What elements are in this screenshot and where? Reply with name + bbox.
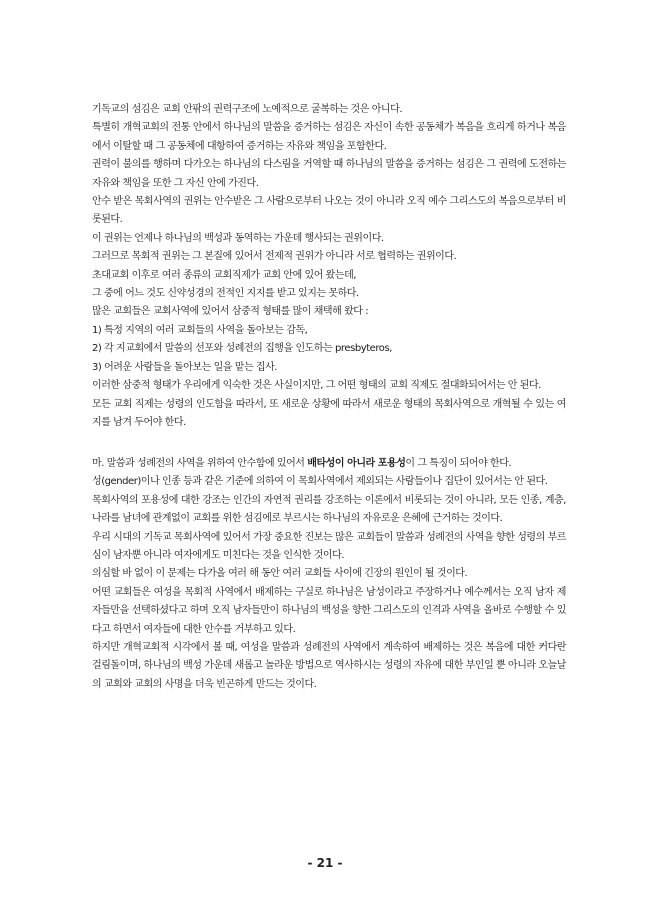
heading-tail: 이 그 특징이 되어야 한다. <box>405 458 512 469</box>
list-item: 2) 각 지교회에서 말씀의 선포와 성례전의 집행을 인도하는 presbyteros, <box>92 343 392 355</box>
text-block-inclusivity <box>92 455 566 694</box>
paragraph: 우리 시대의 기독교 목회사역에 있어서 가장 중요한 진보는 많은 교회들이 말씀과 성례전의 사역을 향한 성령의 부르심이 남자뿐 아니라 여자에게도 미친다는 것을 인식한 것이다. <box>92 531 566 562</box>
paragraph: 하지만 개혁교회적 시각에서 볼 때, 여성을 말씀과 성례전의 사역에서 계속하여 배제하는 것은 복음에 대한 커다란 걸림돌이며, 하나님의 백성 가운데 새롭고 놀라운 방법으로 역사하시는 성령의 자유에 대한 부인일 뿐 아니라 오늘날의 교회와 교회의 사명을 더욱 빈곤하게 만드는 것이다. <box>92 642 566 690</box>
paragraph: 특별히 개혁교회의 전통 안에서 하나님의 말씀을 증거하는 섬김은 자신이 속한 공동체가 복음을 흐리게 하거나 복음에서 이탈할 때 그 공동체에 대항하여 증거하는 자유와 책임을 포함한다. <box>92 122 566 152</box>
list-item: 3) 어려운 사람들을 돌아보는 일을 맡는 집사. <box>92 361 278 373</box>
paragraph: 그러므로 목회적 권위는 그 본질에 있어서 전제적 권위가 아니라 서로 협력하는 권위이다. <box>92 251 457 263</box>
paragraph: 모든 교회 직제는 성령의 인도함을 따라서, 또 새로운 상황에 따라서 새로운 형태의 목회사역으로 개혁될 수 있는 여지를 남겨 두어야 한다. <box>92 398 566 428</box>
paragraph: 초대교회 이후로 여러 종류의 교회직제가 교회 안에 있어 왔는데, <box>92 269 357 281</box>
text-block-ordination-authority <box>92 101 566 432</box>
section-heading <box>92 455 566 473</box>
paragraph: 어떤 교회들은 여성을 목회적 사역에서 배제하는 구실로 하나님은 남성이라고 주장하거나 예수께서는 오직 남자 제자들만을 선택하셨다고 하며 오직 남자들만이 하나님의 백성을 향한 그리스도의 인격과 사역을 올바로 수행할 수 있다고 하면서 여자들에 대한 안수를 거부하고 있다. <box>92 586 566 635</box>
paragraph: 기독교의 섬김은 교회 안팎의 권력구조에 노예적으로 굴복하는 것은 아니다. <box>92 104 403 115</box>
paragraph: 의심할 바 없이 이 문제는 다가올 여러 해 동안 여러 교회들 사이에 긴장의 원인이 될 것이다. <box>92 568 468 580</box>
heading-lead: 마. 말씀과 성례전의 사역을 위하여 안수함에 있어서 <box>92 458 308 469</box>
paragraph: 목회사역의 포용성에 대한 강조는 인간의 자연적 권리를 강조하는 이론에서 비롯되는 것이 아니라, 모든 인종, 계층, 나라를 남녀에 관계없이 교회를 위한 섬김에로 부르시는 하나님의 자유로운 은혜에 근거하는 것이다. <box>92 494 566 525</box>
paragraph: 안수 받은 목회사역의 권위는 안수받은 그 사람으로부터 나오는 것이 아니라 오직 예수 그리스도의 복음으로부터 비롯된다. <box>92 196 566 226</box>
paragraph: 이러한 삼중적 형태가 우리에게 익숙한 것은 사실이지만, 그 어떤 형태의 교회 직제도 절대화되어서는 안 된다. <box>92 380 541 392</box>
paragraph: 많은 교회들은 교회사역에 있어서 삼중적 형태를 많이 채택해 왔다 : <box>92 306 369 318</box>
list-item: 1) 특정 지역의 여러 교회들의 사역을 돌아보는 감독, <box>92 324 308 336</box>
paragraph: 성(gender)이나 인종 등과 같은 기준에 의하여 이 목회사역에서 제외되는 사람들이나 집단이 있어서는 안 된다. <box>92 476 548 488</box>
page-number: - 21 - <box>307 856 343 870</box>
paragraph: 권력이 불의를 행하며 다가오는 하나님의 다스림을 거역할 때 하나님의 말씀을 증거하는 섬김은 그 권력에 도전하는 자유와 책임을 또한 그 자신 안에 가진다. <box>92 159 566 189</box>
heading-emphasis: 배타성이 아니라 포용성 <box>307 458 406 469</box>
paragraph: 이 권위는 언제나 하나님의 백성과 동역하는 가운데 행사되는 권위이다. <box>92 232 384 244</box>
paragraph: 그 중에 어느 것도 신약성경의 전적인 지지를 받고 있지는 못하다. <box>92 288 359 300</box>
